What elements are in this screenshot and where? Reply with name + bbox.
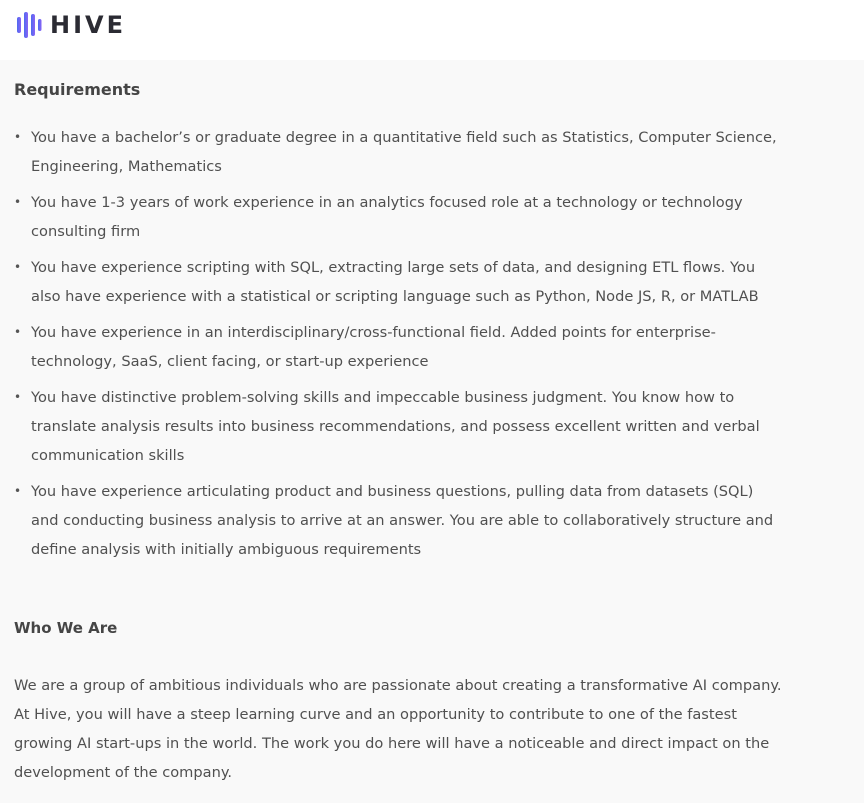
list-item	[14, 477, 784, 564]
requirements-list	[14, 123, 784, 571]
bullet-icon: •	[14, 260, 22, 274]
requirement-text: You have 1-3 years of work experience in an analytics focused role at a technology or technology consulting firm	[31, 194, 743, 240]
requirement-text: You have a bachelor’s or graduate degree in a quantitative field such as Statistics, Computer Science, Engineering, Mathematics	[31, 129, 777, 175]
requirement-text: You have experience scripting with SQL, extracting large sets of data, and designing ETL flows. You also have experience with a statistical or scripting language such as Python, Node JS, R, or MATLAB	[31, 259, 759, 305]
site-header	[0, 0, 864, 60]
bullet-icon: •	[14, 325, 22, 339]
requirement-text: You have experience articulating product and business questions, pulling data from datasets (SQL) and conducting business analysis to arrive at an answer. You are able to collaboratively structure and define analysis with initially ambiguous requirements	[31, 483, 774, 558]
bullet-icon: •	[14, 484, 22, 498]
requirement-text: You have distinctive problem-solving skills and impeccable business judgment. You know how to translate analysis results into business recommendations, and possess excellent written and verbal communication skills	[31, 389, 760, 464]
who-we-are-heading: Who We Are	[14, 619, 118, 637]
requirement-text: You have experience in an interdisciplinary/cross-functional field. Added points for enterprise-technology, SaaS, client facing, or start-up experience	[31, 324, 716, 370]
who-we-are-paragraph: We are a group of ambitious individuals who are passionate about creating a transformative AI company. At Hive, you will have a steep learning curve and an opportunity to contribute to one of the fastest growing AI start-ups in the world. The work you do here will have a noticeable and direct impact on the development of the company.	[14, 677, 782, 781]
hive-bars-logo-icon	[16, 11, 42, 39]
requirements-heading: Requirements	[14, 80, 141, 99]
list-item	[14, 318, 784, 376]
bullet-icon: •	[14, 390, 22, 404]
list-item	[14, 383, 784, 470]
logo-wordmark: HIVE	[50, 11, 126, 39]
list-item	[14, 188, 784, 246]
hive-logo[interactable]	[16, 11, 126, 39]
bullet-icon: •	[14, 195, 22, 209]
list-item	[14, 123, 784, 181]
bullet-icon: •	[14, 130, 22, 144]
list-item	[14, 253, 784, 311]
